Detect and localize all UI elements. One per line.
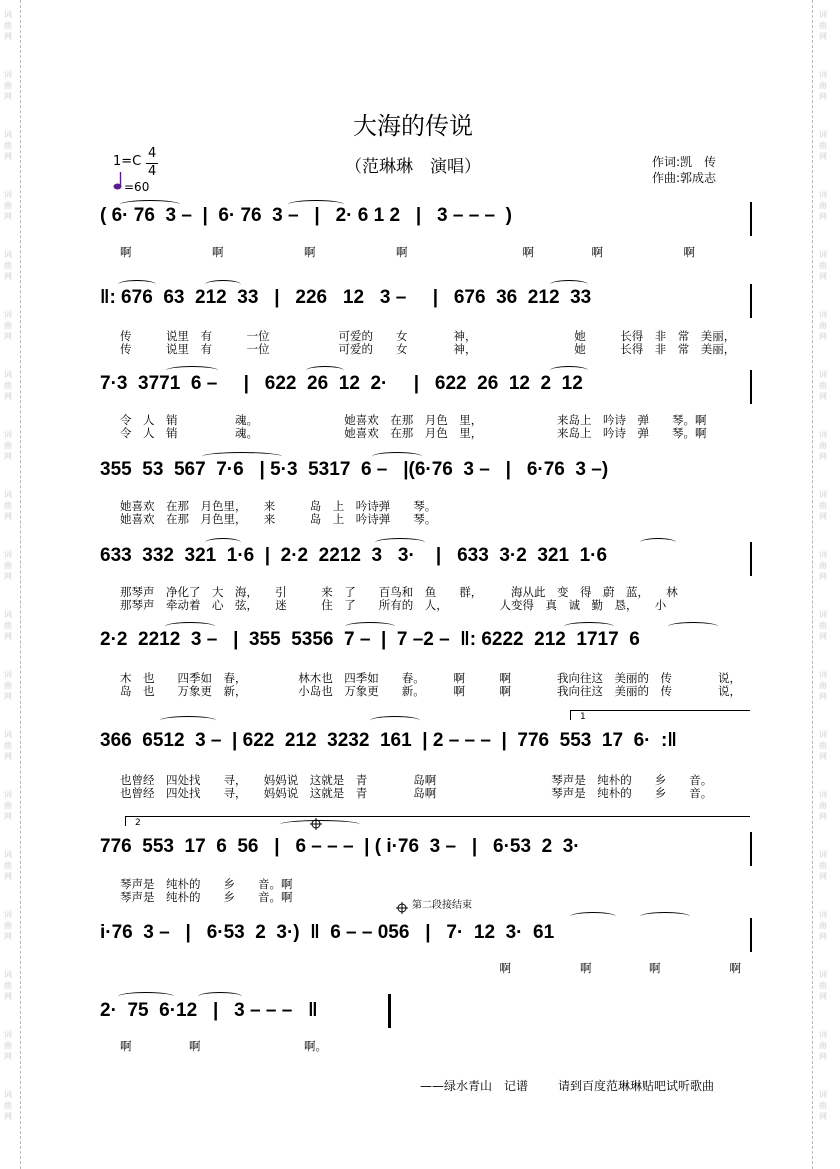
watermark-glyph: 网	[4, 392, 12, 401]
watermark-glyph: 曲	[819, 21, 827, 30]
notation-line: 7·3 3771 6 – | 622 26 12 2· | 622 26 12 2 12	[100, 373, 583, 394]
lyric-line: 传 说里 有 一位 可爱的 女 神， 她 长得 非 常 美丽，	[120, 342, 736, 356]
watermark-glyph: 词	[4, 130, 12, 139]
volta-bracket	[570, 710, 750, 711]
watermark-glyph: 词	[819, 790, 827, 799]
watermark-glyph: 曲	[819, 201, 827, 210]
lyricist-credit: 作词:凯 传	[652, 155, 717, 169]
watermark-glyph: 网	[819, 452, 827, 461]
volta-bracket-end	[125, 816, 126, 826]
notation-line: 2· 75 6·12 | 3 – – – ‖	[100, 1000, 318, 1021]
watermark-glyph: 曲	[4, 621, 12, 630]
watermark-glyph: 网	[4, 692, 12, 701]
watermark-glyph: 词	[4, 430, 12, 439]
watermark-glyph: 词	[4, 250, 12, 259]
watermark-glyph: 网	[819, 572, 827, 581]
watermark-glyph: 词	[819, 430, 827, 439]
watermark-glyph: 词	[4, 670, 12, 679]
coda-instruction: 第二段接结束	[412, 900, 472, 911]
watermark-glyph: 曲	[819, 1041, 827, 1050]
final-barline	[388, 994, 391, 1028]
notation-line: ‖: 676 63 212 33 | 226 12 3 – | 676 36 212 33	[100, 287, 592, 308]
watermark-glyph: 网	[4, 152, 12, 161]
watermark-glyph: 网	[819, 872, 827, 881]
barline	[750, 542, 752, 576]
watermark-glyph: 词	[4, 730, 12, 739]
watermark-glyph: 网	[819, 992, 827, 1001]
lyric-line: 那琴声 牵动着 心 弦， 迷 住 了 所有的 人， 人变得 真 诚 勤 恳， 小	[120, 598, 667, 612]
watermark-glyph: 词	[819, 70, 827, 79]
song-title: 大海的传说	[353, 112, 473, 140]
watermark-glyph: 曲	[4, 801, 12, 810]
watermark-glyph: 词	[819, 310, 827, 319]
notation-line: 366 6512 3 – | 622 212 3232 161 | 2 – – – | 776 553 17 6· :‖	[100, 730, 677, 751]
watermark-glyph: 词	[4, 550, 12, 559]
watermark-glyph: 曲	[4, 981, 12, 990]
watermark-glyph: 曲	[819, 381, 827, 390]
watermark-glyph: 词	[819, 10, 827, 19]
watermark-glyph: 词	[4, 910, 12, 919]
watermark-glyph: 词	[4, 370, 12, 379]
watermark-glyph: 词	[819, 970, 827, 979]
watermark-glyph: 网	[819, 332, 827, 341]
lyric-line: 木 也 四季如 春， 林木也 四季如 春。 啊 啊 我向往这 美丽的 传 说，	[120, 671, 741, 685]
slur	[570, 912, 616, 921]
watermark-glyph: 网	[4, 932, 12, 941]
watermark-glyph: 曲	[819, 501, 827, 510]
singer-credit: （范琳琳 演唱）	[345, 157, 481, 177]
watermark-glyph: 词	[4, 490, 12, 499]
watermark-glyph: 词	[819, 1030, 827, 1039]
watermark-glyph: 曲	[4, 921, 12, 930]
lyric-line: 令 人 销 魂。 她喜欢 在那 月色 里， 来岛上 吟诗 弹 琴。啊	[120, 426, 707, 440]
watermark-glyph: 词	[819, 370, 827, 379]
watermark-glyph: 网	[819, 272, 827, 281]
quarter-note-icon	[113, 172, 123, 190]
watermark-glyph: 网	[4, 1112, 12, 1121]
watermark-glyph: 网	[4, 812, 12, 821]
watermark-glyph: 网	[4, 92, 12, 101]
barline	[750, 370, 752, 404]
notation-line: 355 53 567 7·6 | 5·3 5317 6 – |(6·76 3 – | 6·76 3 –)	[100, 459, 609, 480]
watermark-glyph: 词	[4, 190, 12, 199]
watermark-glyph: 词	[819, 190, 827, 199]
key-signature: 1=C	[113, 154, 142, 169]
watermark-glyph: 网	[819, 932, 827, 941]
watermark-glyph: 曲	[819, 741, 827, 750]
watermark-glyph: 词	[4, 790, 12, 799]
watermark-glyph: 网	[4, 272, 12, 281]
watermark-glyph: 网	[4, 752, 12, 761]
watermark-glyph: 网	[819, 632, 827, 641]
watermark-glyph: 网	[4, 1052, 12, 1061]
watermark-glyph: 曲	[819, 141, 827, 150]
coda-icon	[310, 818, 322, 830]
watermark-glyph: 网	[819, 32, 827, 41]
watermark-glyph: 曲	[4, 201, 12, 210]
watermark-glyph: 网	[819, 1112, 827, 1121]
watermark-glyph: 曲	[819, 801, 827, 810]
watermark-glyph: 网	[819, 512, 827, 521]
watermark-glyph: 网	[819, 392, 827, 401]
watermark-glyph: 词	[819, 910, 827, 919]
watermark-glyph: 曲	[819, 441, 827, 450]
watermark-glyph: 曲	[4, 381, 12, 390]
watermark-glyph: 网	[4, 992, 12, 1001]
watermark-glyph: 曲	[819, 1101, 827, 1110]
watermark-glyph: 词	[819, 670, 827, 679]
watermark-glyph: 词	[4, 1030, 12, 1039]
watermark-glyph: 曲	[4, 321, 12, 330]
volta-number: 1	[580, 712, 586, 722]
listen-note: 请到百度范琳琳贴吧试听歌曲	[558, 1079, 715, 1093]
watermark-glyph: 网	[819, 152, 827, 161]
watermark-glyph: 词	[4, 970, 12, 979]
lyric-line: 也曾经 四处找 寻， 妈妈说 这就是 青 岛啊 琴声是 纯朴的 乡 音。	[120, 773, 713, 787]
watermark-glyph: 曲	[819, 681, 827, 690]
watermark-glyph: 网	[819, 692, 827, 701]
watermark-glyph: 曲	[4, 741, 12, 750]
watermark-glyph: 曲	[819, 321, 827, 330]
lyric-line: 也曾经 四处找 寻， 妈妈说 这就是 青 岛啊 琴声是 纯朴的 乡 音。	[120, 786, 713, 800]
lyric-line: 琴声是 纯朴的 乡 音。啊	[120, 877, 293, 891]
watermark-glyph: 词	[4, 70, 12, 79]
watermark-glyph: 词	[819, 730, 827, 739]
lyric-line: 啊 啊 啊。	[120, 1039, 327, 1053]
tempo-marking: =60	[124, 180, 150, 194]
lyric-line: 传 说里 有 一位 可爱的 女 神， 她 长得 非 常 美丽，	[120, 329, 736, 343]
watermark-glyph: 网	[819, 92, 827, 101]
watermark-glyph: 网	[819, 1052, 827, 1061]
slur	[370, 716, 420, 725]
volta-bracket	[125, 816, 750, 817]
watermark-glyph: 网	[4, 332, 12, 341]
time-signature-bottom: 4	[148, 164, 157, 179]
notation-line: 776 553 17 6 56 | 6 – – – | ( i·76 3 – | 6·53 2 3·	[100, 836, 580, 857]
notation-line: 2·2 2212 3 – | 355 5356 7 – | 7 –2 – ‖: 6222 212 1717 6	[100, 629, 640, 650]
watermark-glyph: 曲	[4, 501, 12, 510]
watermark-glyph: 曲	[4, 1041, 12, 1050]
watermark-glyph: 词	[819, 490, 827, 499]
lyric-line: 她喜欢 在那 月色里， 来 岛 上 吟诗弹 琴。	[120, 499, 437, 513]
watermark-glyph: 网	[4, 32, 12, 41]
barline	[750, 832, 752, 866]
watermark-glyph: 网	[4, 512, 12, 521]
watermark-glyph: 词	[819, 250, 827, 259]
watermark-glyph: 词	[4, 10, 12, 19]
volta-number: 2	[135, 818, 141, 828]
time-signature-top: 4	[148, 146, 157, 161]
lyric-line: 啊 啊 啊 啊	[120, 961, 741, 975]
watermark-glyph: 网	[819, 752, 827, 761]
barline	[750, 918, 752, 952]
lyric-line: 岛 也 万象更 新， 小岛也 万象更 新。 啊 啊 我向往这 美丽的 传 说，	[120, 684, 741, 698]
watermark-glyph: 网	[4, 632, 12, 641]
watermark-glyph: 词	[4, 610, 12, 619]
lyric-line: 啊 啊 啊 啊 啊 啊 啊	[120, 245, 695, 259]
watermark-glyph: 曲	[819, 621, 827, 630]
watermark-glyph: 曲	[4, 261, 12, 270]
slur	[640, 912, 690, 921]
watermark-glyph: 词	[4, 310, 12, 319]
watermark-glyph: 网	[4, 212, 12, 221]
watermark-glyph: 曲	[4, 1101, 12, 1110]
volta-bracket-end	[570, 710, 571, 720]
watermark-glyph: 曲	[4, 441, 12, 450]
lyric-line: 她喜欢 在那 月色里， 来 岛 上 吟诗弹 琴。	[120, 512, 437, 526]
watermark-glyph: 词	[4, 850, 12, 859]
transcriber-credit: ——绿水青山 记谱	[420, 1079, 529, 1093]
watermark-glyph: 网	[819, 812, 827, 821]
watermark-glyph: 网	[4, 872, 12, 881]
watermark-glyph: 词	[819, 130, 827, 139]
lyric-line: 琴声是 纯朴的 乡 音。啊	[120, 890, 293, 904]
lyric-line: 那琴声 净化了 大 海， 引 来 了 百鸟和 鱼 群， 海从此 变 得 蔚 蓝， 林	[120, 585, 678, 599]
watermark-glyph: 曲	[4, 21, 12, 30]
watermark-glyph: 网	[4, 572, 12, 581]
lyric-line: 令 人 销 魂。 她喜欢 在那 月色 里， 来岛上 吟诗 弹 琴。啊	[120, 413, 707, 427]
watermark-glyph: 曲	[819, 561, 827, 570]
watermark-glyph: 词	[819, 850, 827, 859]
watermark-glyph: 曲	[819, 81, 827, 90]
notation-line: 633 332 321 1·6 | 2·2 2212 3 3· | 633 3·2 321 1·6	[100, 545, 608, 566]
slur	[640, 538, 676, 547]
watermark-glyph: 网	[819, 212, 827, 221]
composer-credit: 作曲:郭成志	[652, 171, 717, 185]
notation-line: ( 6· 76 3 – | 6· 76 3 – | 2· 6 1 2 | 3 – – – )	[100, 205, 512, 226]
watermark-glyph: 词	[819, 1090, 827, 1099]
watermark-glyph: 词	[819, 550, 827, 559]
watermark-glyph: 曲	[4, 561, 12, 570]
coda-icon	[396, 902, 408, 914]
watermark-glyph: 曲	[4, 681, 12, 690]
watermark-glyph: 曲	[819, 261, 827, 270]
watermark-glyph: 词	[4, 1090, 12, 1099]
watermark-glyph: 曲	[4, 81, 12, 90]
slur	[160, 716, 216, 725]
watermark-glyph: 词	[819, 610, 827, 619]
watermark-glyph: 网	[4, 452, 12, 461]
watermark-glyph: 曲	[819, 981, 827, 990]
watermark-glyph: 曲	[819, 861, 827, 870]
watermark-glyph: 曲	[4, 861, 12, 870]
slur	[668, 622, 718, 631]
watermark-glyph: 曲	[819, 921, 827, 930]
notation-line: i·76 3 – | 6·53 2 3·) ‖ 6 – – 056 | 7· 12 3· 61	[100, 922, 555, 943]
watermark-glyph: 曲	[4, 141, 12, 150]
barline	[750, 202, 752, 236]
barline	[750, 284, 752, 318]
